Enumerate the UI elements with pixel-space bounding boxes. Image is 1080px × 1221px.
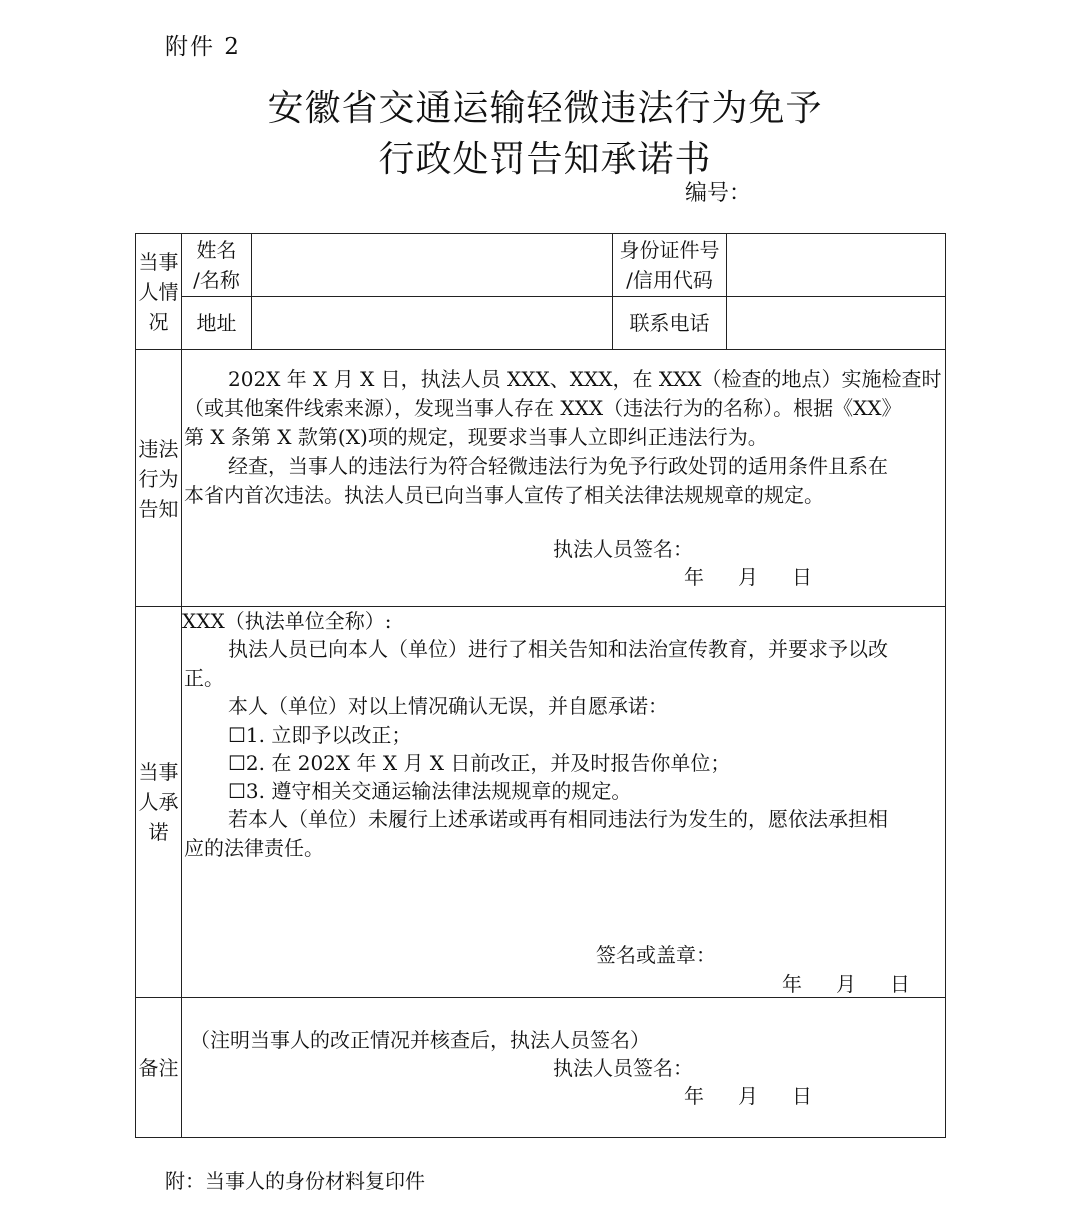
table-divider-party-rows	[181, 296, 946, 297]
id-number-label: 身份证件号 /信用代码	[619, 238, 720, 292]
commitment-date-year: 年	[782, 972, 802, 996]
table-divider-remarks	[135, 997, 946, 998]
commitment-option-1[interactable]: ☐1. 立即予以改正；	[228, 723, 412, 747]
address-field[interactable]	[254, 300, 609, 346]
officer-signature-label: 执法人员签名：	[553, 537, 693, 561]
name-label: 姓名 /名称	[193, 238, 240, 292]
remarks-date-year: 年	[684, 1084, 704, 1108]
attachment-label: 附件 2	[165, 34, 241, 60]
remarks-note: （注明当事人的改正情况并核查后，执法人员签名）	[190, 1028, 650, 1052]
commitment-date-day: 日	[890, 972, 910, 996]
notice-date-day: 日	[792, 565, 812, 589]
notice-date-month: 月	[738, 565, 758, 589]
address-label: 地址	[196, 311, 237, 335]
notice-date-year: 年	[684, 565, 704, 589]
table-name-column-divider	[251, 233, 252, 350]
commitment-addressee: XXX（执法单位全称）:	[182, 609, 392, 633]
document-title-line1: 安徽省交通运输轻微违法行为免予	[267, 88, 823, 129]
attachment-note: 附：当事人的身份材料复印件	[165, 1169, 425, 1193]
phone-field[interactable]	[729, 300, 943, 346]
commitment-option-3[interactable]: ☐3. 遵守相关交通运输法律法规规章的规定。	[228, 779, 632, 803]
remarks-date-month: 月	[738, 1084, 758, 1108]
name-field[interactable]	[254, 240, 609, 292]
phone-label: 联系电话	[629, 311, 710, 335]
commitment-paragraph-3: 若本人（单位）未履行上述承诺或再有相同违法行为发生的，愿依法承担相 应的法律责任。	[184, 807, 888, 860]
remarks-section-label: 备注	[138, 1056, 179, 1080]
id-number-field[interactable]	[729, 240, 943, 292]
table-label-column-divider	[181, 233, 182, 1138]
table-id-label-right-divider	[726, 233, 727, 350]
commitment-signature-label: 签名或盖章：	[596, 943, 716, 967]
commitment-paragraph-2: 本人（单位）对以上情况确认无误，并自愿承诺：	[228, 694, 668, 718]
party-info-section-label: 当事 人情 况	[138, 250, 179, 334]
document-title-line2: 行政处罚告知承诺书	[378, 139, 712, 180]
violation-notice-section-label: 违法 行为 告知	[138, 437, 179, 521]
violation-notice-paragraph-1: 202X 年 X 月 X 日，执法人员 XXX、XXX，在 XXX（检查的地点）实施检查时 （或其他案件线索来源），发现当事人存在 XXX（违法行为的名称）。根据《XX》 第 X 条第 X 款第(X)项的规定，现要求当事人立即纠正违法行为。	[184, 367, 942, 449]
commitment-paragraph-1: 执法人员已向本人（单位）进行了相关告知和法治宣传教育，并要求予以改 正。	[184, 637, 888, 690]
commitment-section-label: 当事 人承 诺	[138, 760, 179, 844]
table-border-top	[135, 233, 946, 234]
remarks-signature-label: 执法人员签名：	[553, 1056, 693, 1080]
table-border-bottom	[135, 1137, 946, 1138]
table-divider-notice	[135, 349, 946, 350]
commitment-date-month: 月	[836, 972, 856, 996]
remarks-date-day: 日	[792, 1084, 812, 1108]
serial-number-label: 编号：	[685, 181, 752, 206]
violation-notice-paragraph-2: 经查，当事人的违法行为符合轻微违法行为免予行政处罚的适用条件且系在 本省内首次违法。执法人员已向当事人宣传了相关法律法规规章的规定。	[184, 454, 888, 507]
table-border-left	[135, 233, 136, 1138]
commitment-option-2[interactable]: ☐2. 在 202X 年 X 月 X 日前改正，并及时报告你单位；	[228, 751, 731, 775]
